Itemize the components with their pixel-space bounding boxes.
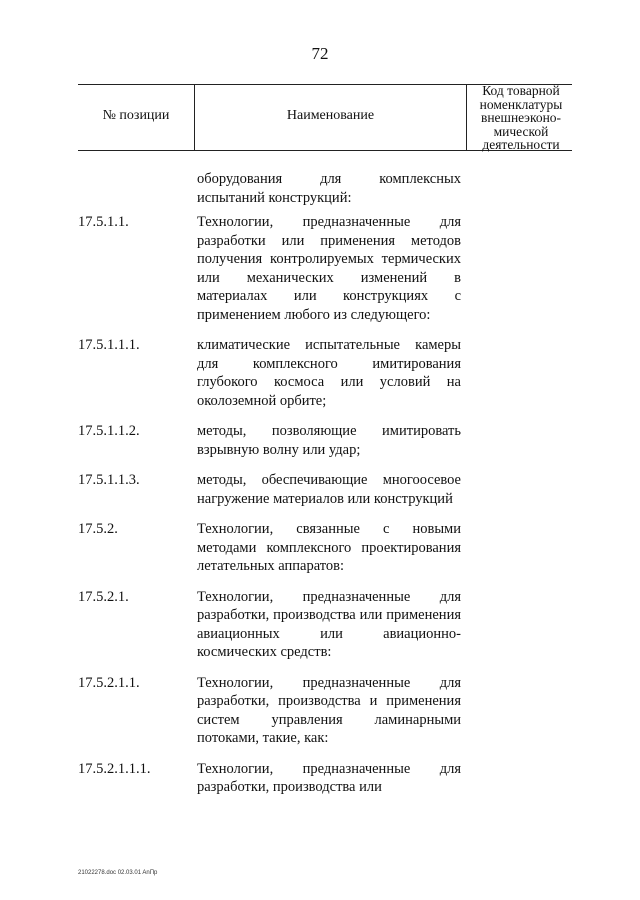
page-number: 72 — [311, 44, 329, 63]
entry-text: Технологии, предназначенные для разработки, производства или применения авиационных или авиационно-космических средств: — [197, 588, 461, 660]
header-divider — [466, 84, 467, 151]
header-code-column — [469, 84, 573, 152]
list-item — [0, 336, 640, 410]
entry-text: Технологии, предназначенные для разработки или применения методов получения контролируемых термических или механических изменений в материалах или конструкциях с применением любого из следующего: — [197, 214, 461, 323]
entry-number: 17.5.2.1.1.1. — [78, 760, 151, 777]
entry-text: методы, обеспечивающие многоосевое нагружение материалов или конструкций — [197, 472, 461, 507]
entry-text: климатические испытательные камеры для комплексного имитирования глубокого космоса или условий на околоземной орбите; — [197, 337, 461, 409]
list-item — [0, 471, 640, 508]
list-item — [0, 170, 640, 207]
header-code-line: Код товарной — [482, 83, 560, 98]
entry-number: 17.5.2.1. — [78, 588, 129, 605]
list-item — [0, 588, 640, 662]
entry-text: Технологии, предназначенные для разработки, производства или — [197, 760, 461, 795]
header-code-line: деятельности — [482, 137, 560, 152]
header-code-line: внешнеэконо- — [480, 110, 562, 125]
list-item — [0, 213, 640, 324]
entry-text: Технологии, связанные с новыми методами комплексного проектирования летательных аппаратов: — [197, 521, 461, 574]
entry-number: 17.5.1.1. — [78, 214, 129, 230]
list-item — [0, 674, 640, 748]
list-item — [0, 520, 640, 576]
entry-number: 17.5.1.1.3. — [78, 472, 140, 488]
entry-text: Технологии, предназначенные для разработки, производства и применения систем управления ламинарными потоками, такие, как: — [197, 674, 461, 746]
entry-number: 17.5.1.1.2. — [78, 423, 140, 439]
entry-text: оборудования для комплексных испытаний конструкций: — [197, 171, 461, 206]
list-item — [0, 760, 640, 797]
header-code-line: мической — [493, 123, 549, 139]
entry-number: 17.5.2. — [78, 521, 118, 537]
table-header — [78, 84, 572, 152]
header-name-column: Наименование — [286, 108, 375, 123]
header-code-line: номенклатуры — [479, 96, 563, 112]
footer-file-reference: 21022278.doc 02.03.01 AnПр — [78, 870, 158, 876]
entry-text: методы, позволяющие имитировать взрывную волну или удар; — [197, 423, 461, 458]
header-position-column: № позиции — [102, 108, 170, 123]
entry-number: 17.5.2.1.1. — [78, 674, 140, 691]
list-item — [0, 422, 640, 459]
entries-list — [0, 170, 640, 809]
entry-number: 17.5.1.1.1. — [78, 337, 140, 353]
